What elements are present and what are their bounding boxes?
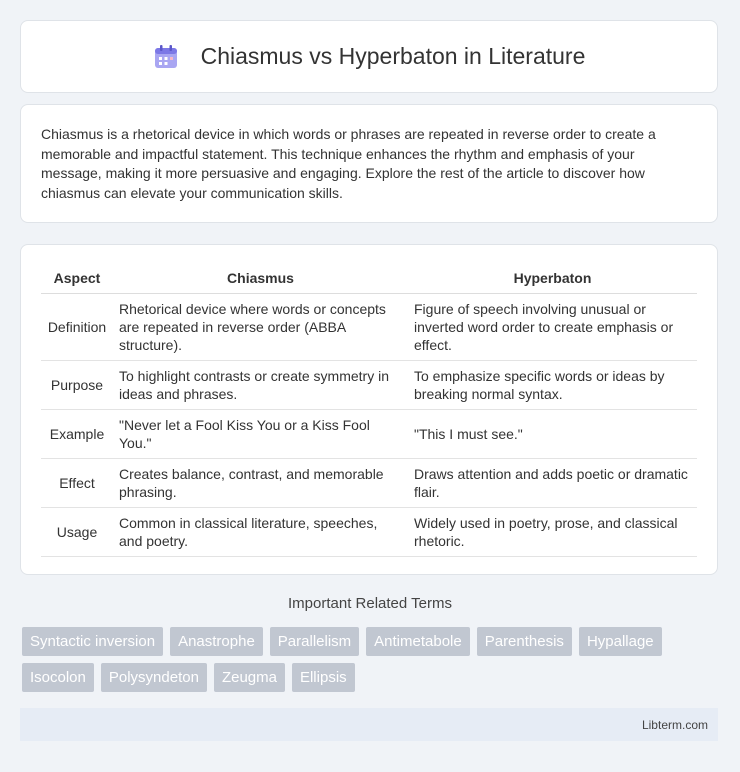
comparison-table (41, 263, 697, 557)
tag-parenthesis[interactable]: Parenthesis (477, 627, 572, 656)
tag-hypallage[interactable]: Hypallage (579, 627, 662, 656)
intro-text: Chiasmus is a rhetorical device in which words or phrases are repeated in reverse order to create a memorable and impactful statement. This technique enhances the rhythm and emphasis of your message, making it more persuasive and engaging. Explore the rest of the article to discover how chiasmus can elevate your communication skills. (41, 126, 656, 201)
table-row (41, 508, 697, 557)
intro-card (20, 104, 718, 223)
table-row (41, 361, 697, 410)
row-chiasmus: Common in classical literature, speeches, and poetry. (113, 508, 408, 557)
row-hyperbaton: Draws attention and adds poetic or dramatic flair. (408, 459, 697, 508)
table-row (41, 294, 697, 361)
row-aspect: Purpose (41, 361, 113, 410)
row-aspect: Definition (41, 294, 113, 361)
row-chiasmus: Rhetorical device where words or concepts are repeated in reverse order (ABBA structure). (113, 294, 408, 361)
tag-polysyndeton[interactable]: Polysyndeton (101, 663, 207, 692)
row-hyperbaton: Widely used in poetry, prose, and classical rhetoric. (408, 508, 697, 557)
related-terms-title: Important Related Terms (288, 595, 452, 612)
tag-zeugma[interactable]: Zeugma (214, 663, 285, 692)
header-chiasmus: Chiasmus (113, 263, 408, 294)
page-title: Chiasmus vs Hyperbaton in Literature (200, 43, 586, 69)
row-aspect: Example (41, 410, 113, 459)
row-aspect: Effect (41, 459, 113, 508)
row-hyperbaton: Figure of speech involving unusual or inverted word order to create emphasis or effect. (408, 294, 697, 361)
footer (20, 708, 718, 741)
title-card (20, 20, 718, 93)
header-aspect: Aspect (41, 263, 113, 294)
table-header-row (41, 263, 697, 294)
row-chiasmus: To highlight contrasts or create symmetry in ideas and phrases. (113, 361, 408, 410)
row-hyperbaton: To emphasize specific words or ideas by breaking normal syntax. (408, 361, 697, 410)
row-chiasmus: Creates balance, contrast, and memorable phrasing. (113, 459, 408, 508)
footer-site-link[interactable]: Libterm.com (641, 717, 708, 732)
tag-ellipsis[interactable]: Ellipsis (292, 663, 355, 692)
header-hyperbaton: Hyperbaton (408, 263, 697, 294)
calendar-icon (153, 44, 179, 70)
tag-syntactic-inversion[interactable]: Syntactic inversion (22, 627, 163, 656)
tag-anastrophe[interactable]: Anastrophe (170, 627, 263, 656)
row-aspect: Usage (41, 508, 113, 557)
table-row (41, 410, 697, 459)
tag-antimetabole[interactable]: Antimetabole (366, 627, 470, 656)
row-chiasmus: "Never let a Fool Kiss You or a Kiss Fool You." (113, 410, 408, 459)
comparison-card (20, 244, 718, 575)
row-hyperbaton: "This I must see." (408, 410, 697, 459)
tag-parallelism[interactable]: Parallelism (270, 627, 359, 656)
related-terms-list (22, 627, 722, 692)
tag-isocolon[interactable]: Isocolon (22, 663, 94, 692)
table-row (41, 459, 697, 508)
